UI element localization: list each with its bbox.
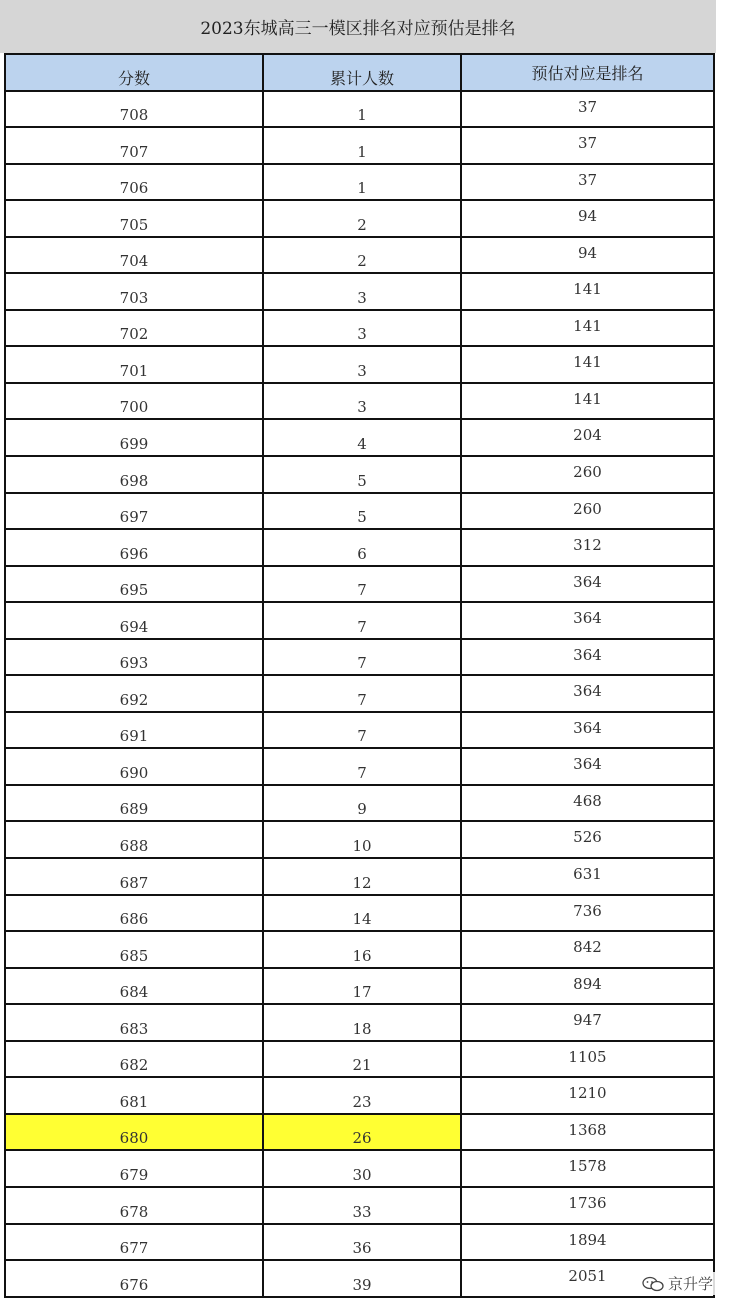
score-cell: 693	[6, 640, 264, 677]
estimated-rank-cell: 141	[462, 311, 715, 348]
estimated-rank-cell: 94	[462, 238, 715, 275]
cumulative-count-cell: 5	[264, 494, 462, 531]
table-row	[6, 457, 715, 494]
estimated-rank-cell: 842	[462, 932, 715, 969]
table-row	[6, 1078, 715, 1115]
score-cell: 676	[6, 1261, 264, 1298]
score-cell: 700	[6, 384, 264, 421]
estimated-rank-cell: 141	[462, 347, 715, 384]
cumulative-count-cell: 7	[264, 567, 462, 604]
score-cell: 697	[6, 494, 264, 531]
cumulative-count-cell: 33	[264, 1188, 462, 1225]
table-row	[6, 420, 715, 457]
table-row	[6, 969, 715, 1006]
table-row	[6, 749, 715, 786]
score-cell: 682	[6, 1042, 264, 1079]
cumulative-count-cell: 6	[264, 530, 462, 567]
estimated-rank-cell: 947	[462, 1005, 715, 1042]
table-row	[6, 859, 715, 896]
cumulative-count-cell: 18	[264, 1005, 462, 1042]
cumulative-count-cell: 21	[264, 1042, 462, 1079]
cumulative-count-cell: 4	[264, 420, 462, 457]
cumulative-count-cell: 7	[264, 640, 462, 677]
score-cell: 681	[6, 1078, 264, 1115]
table-row	[6, 165, 715, 202]
estimated-rank-cell: 260	[462, 494, 715, 531]
estimated-rank-cell: 37	[462, 165, 715, 202]
score-cell: 680	[6, 1115, 264, 1152]
cumulative-count-cell: 17	[264, 969, 462, 1006]
estimated-rank-cell: 364	[462, 640, 715, 677]
table-row	[6, 347, 715, 384]
estimated-rank-cell: 37	[462, 92, 715, 129]
cumulative-count-cell: 10	[264, 822, 462, 859]
estimated-rank-cell: 364	[462, 713, 715, 750]
score-cell: 692	[6, 676, 264, 713]
estimated-rank-cell: 37	[462, 128, 715, 165]
score-cell: 705	[6, 201, 264, 238]
table-row	[6, 603, 715, 640]
cumulative-count-cell: 3	[264, 347, 462, 384]
watermark-text: 京升学	[667, 1275, 713, 1293]
table-row	[6, 1042, 715, 1079]
table-row	[6, 786, 715, 823]
score-cell: 690	[6, 749, 264, 786]
table-row	[6, 932, 715, 969]
cumulative-count-cell: 9	[264, 786, 462, 823]
cumulative-count-cell: 26	[264, 1115, 462, 1152]
cumulative-count-cell: 1	[264, 92, 462, 129]
table-row	[6, 311, 715, 348]
score-cell: 706	[6, 165, 264, 202]
estimated-rank-cell: 894	[462, 969, 715, 1006]
table-row	[6, 494, 715, 531]
estimated-rank-cell: 526	[462, 822, 715, 859]
table-row	[6, 640, 715, 677]
score-cell: 701	[6, 347, 264, 384]
estimated-rank-cell: 1894	[462, 1225, 715, 1262]
score-cell: 678	[6, 1188, 264, 1225]
score-cell: 684	[6, 969, 264, 1006]
estimated-rank-cell: 1578	[462, 1151, 715, 1188]
score-cell: 677	[6, 1225, 264, 1262]
cumulative-count-cell: 23	[264, 1078, 462, 1115]
estimated-rank-cell: 736	[462, 896, 715, 933]
table-row	[6, 1188, 715, 1225]
cumulative-count-cell: 7	[264, 749, 462, 786]
cumulative-count-cell: 3	[264, 274, 462, 311]
table-row	[6, 1005, 715, 1042]
estimated-rank-cell: 141	[462, 384, 715, 421]
table-row	[6, 1115, 715, 1152]
table-row	[6, 1151, 715, 1188]
estimated-rank-cell: 260	[462, 457, 715, 494]
table-row	[6, 713, 715, 750]
score-cell: 704	[6, 238, 264, 275]
cumulative-count-cell: 12	[264, 859, 462, 896]
score-cell: 687	[6, 859, 264, 896]
cumulative-count-cell: 16	[264, 932, 462, 969]
table-row	[6, 238, 715, 275]
score-cell: 698	[6, 457, 264, 494]
estimated-rank-cell: 364	[462, 749, 715, 786]
cumulative-count-cell: 1	[264, 165, 462, 202]
table-row	[6, 92, 715, 129]
estimated-rank-cell: 312	[462, 530, 715, 567]
cumulative-count-cell: 36	[264, 1225, 462, 1262]
estimated-rank-cell: 1105	[462, 1042, 715, 1079]
header-cumulative-count: 累计人数	[264, 55, 462, 92]
estimated-rank-cell: 364	[462, 603, 715, 640]
score-cell: 702	[6, 311, 264, 348]
header-score: 分数	[6, 55, 264, 92]
estimated-rank-cell: 141	[462, 274, 715, 311]
cumulative-count-cell: 3	[264, 384, 462, 421]
table-title: 2023东城高三一模区排名对应预估是排名	[0, 0, 716, 53]
score-cell: 685	[6, 932, 264, 969]
table-row	[6, 201, 715, 238]
table-row	[6, 128, 715, 165]
cumulative-count-cell: 7	[264, 603, 462, 640]
cumulative-count-cell: 1	[264, 128, 462, 165]
score-cell: 683	[6, 1005, 264, 1042]
cumulative-count-cell: 2	[264, 238, 462, 275]
cumulative-count-cell: 5	[264, 457, 462, 494]
estimated-rank-cell: 204	[462, 420, 715, 457]
estimated-rank-cell: 1210	[462, 1078, 715, 1115]
estimated-rank-cell: 631	[462, 859, 715, 896]
score-cell: 696	[6, 530, 264, 567]
score-cell: 699	[6, 420, 264, 457]
estimated-rank-cell: 468	[462, 786, 715, 823]
table-row	[6, 274, 715, 311]
score-cell: 679	[6, 1151, 264, 1188]
table-row	[6, 822, 715, 859]
score-rank-table	[4, 53, 715, 1298]
table-row	[6, 384, 715, 421]
score-cell: 708	[6, 92, 264, 129]
watermark	[639, 1272, 716, 1295]
estimated-rank-cell: 364	[462, 676, 715, 713]
estimated-rank-cell: 1368	[462, 1115, 715, 1152]
estimated-rank-cell: 364	[462, 567, 715, 604]
cumulative-count-cell: 7	[264, 676, 462, 713]
score-cell: 703	[6, 274, 264, 311]
table-row	[6, 1225, 715, 1262]
wechat-icon	[642, 1276, 664, 1292]
cumulative-count-cell: 7	[264, 713, 462, 750]
score-cell: 694	[6, 603, 264, 640]
table-row	[6, 530, 715, 567]
score-cell: 689	[6, 786, 264, 823]
score-cell: 695	[6, 567, 264, 604]
header-estimated-rank: 预估对应是排名	[462, 55, 715, 92]
estimated-rank-cell: 94	[462, 201, 715, 238]
cumulative-count-cell: 3	[264, 311, 462, 348]
score-cell: 691	[6, 713, 264, 750]
estimated-rank-cell: 1736	[462, 1188, 715, 1225]
cumulative-count-cell: 2	[264, 201, 462, 238]
table-row	[6, 1261, 715, 1298]
score-cell: 688	[6, 822, 264, 859]
table-header-row	[6, 55, 715, 92]
table-row	[6, 676, 715, 713]
estimated-rank-cell: 2051	[462, 1261, 715, 1298]
cumulative-count-cell: 39	[264, 1261, 462, 1298]
score-cell: 686	[6, 896, 264, 933]
table-row	[6, 567, 715, 604]
cumulative-count-cell: 14	[264, 896, 462, 933]
table-row	[6, 896, 715, 933]
score-cell: 707	[6, 128, 264, 165]
cumulative-count-cell: 30	[264, 1151, 462, 1188]
